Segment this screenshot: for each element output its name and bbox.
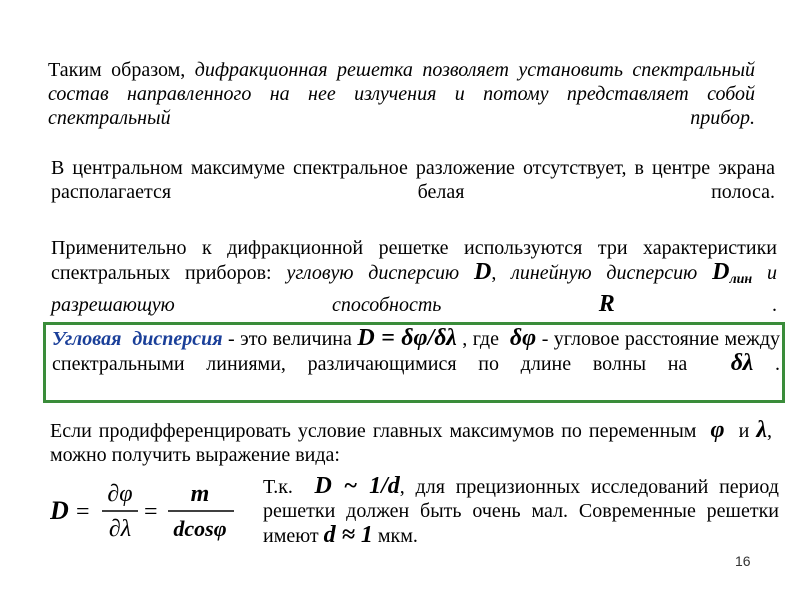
formula-frac1-num: ∂φ <box>107 481 133 507</box>
paragraph-angular-dispersion <box>52 326 780 400</box>
p3-comma: , <box>491 262 497 284</box>
p4-text-1: - это величина <box>222 328 358 350</box>
p6-proportional: D ~ 1/d <box>314 473 400 499</box>
p5-lambda: λ <box>756 417 767 443</box>
paragraph-central-maximum <box>51 156 775 228</box>
p1-italic: дифракционная решетка позволяет установить спектральный состав направленного на нее излучения и потому представляет собой спектральный прибор. <box>48 59 755 129</box>
paragraph-grating-period <box>263 474 779 548</box>
p3-resolving: и разрешающую способность <box>51 262 778 316</box>
p4-text-2: - угловое расстояние между спектральными линиями, различающимися по длине волны на <box>52 328 781 375</box>
p3-symbol-Dlin: $D_{лин}$ <box>712 259 753 287</box>
p3-intro: Применительно к дифракционной решетке используются три характеристики спектральных приборов: <box>51 237 777 284</box>
p6-unit: мкм. <box>377 525 418 547</box>
formula-frac2-num: m <box>190 481 210 507</box>
p4-period: . <box>775 353 781 375</box>
page-number: 16 <box>735 553 751 569</box>
p3-symbol-D: D <box>473 259 492 285</box>
p4-where: , где <box>462 328 499 350</box>
p5-text-1: Если продифференцировать условие главных максимумов по переменным <box>50 420 697 442</box>
p2-text: В центральном максимуме спектральное разложение отсутствует, в центре экрана располагается белая полоса. <box>51 157 775 203</box>
formula-frac1-den: ∂λ <box>108 516 132 542</box>
p4-dlambda: δλ <box>730 350 754 376</box>
formula-frac2-den: dcosφ <box>173 516 227 541</box>
p6-text-1: Т.к. <box>263 476 293 498</box>
formula-eq1: = <box>76 499 90 525</box>
formula-lhs: D <box>50 496 69 525</box>
dispersion-formula <box>50 476 250 546</box>
paragraph-grating-purpose <box>48 58 755 154</box>
p4-term-1: Угловая <box>52 328 122 350</box>
formula-eq2: = <box>144 499 158 525</box>
p4-formula: D = δφ/δλ <box>357 325 457 351</box>
p6-text-2: , для прецизионных исследований период решетки должен быть очень мал. Современные решетки имеют <box>263 476 779 547</box>
p3-angular: угловую дисперсию <box>286 262 460 284</box>
p6-d-approx: d ≈ 1 <box>323 522 373 548</box>
p3-symbol-R: R <box>598 291 615 317</box>
p4-term-2: дисперсия <box>132 328 223 350</box>
p3-period: . <box>772 294 777 316</box>
paragraph-differentiate <box>50 418 772 467</box>
p3-linear: линейную дисперсию <box>511 262 698 284</box>
p4-dphi: δφ <box>509 325 537 351</box>
p5-phi: φ <box>710 417 725 443</box>
p1-plain: Таким образом, <box>48 59 195 81</box>
p5-text-2: , можно получить выражение вида: <box>50 420 772 466</box>
p5-and: и <box>738 420 750 442</box>
